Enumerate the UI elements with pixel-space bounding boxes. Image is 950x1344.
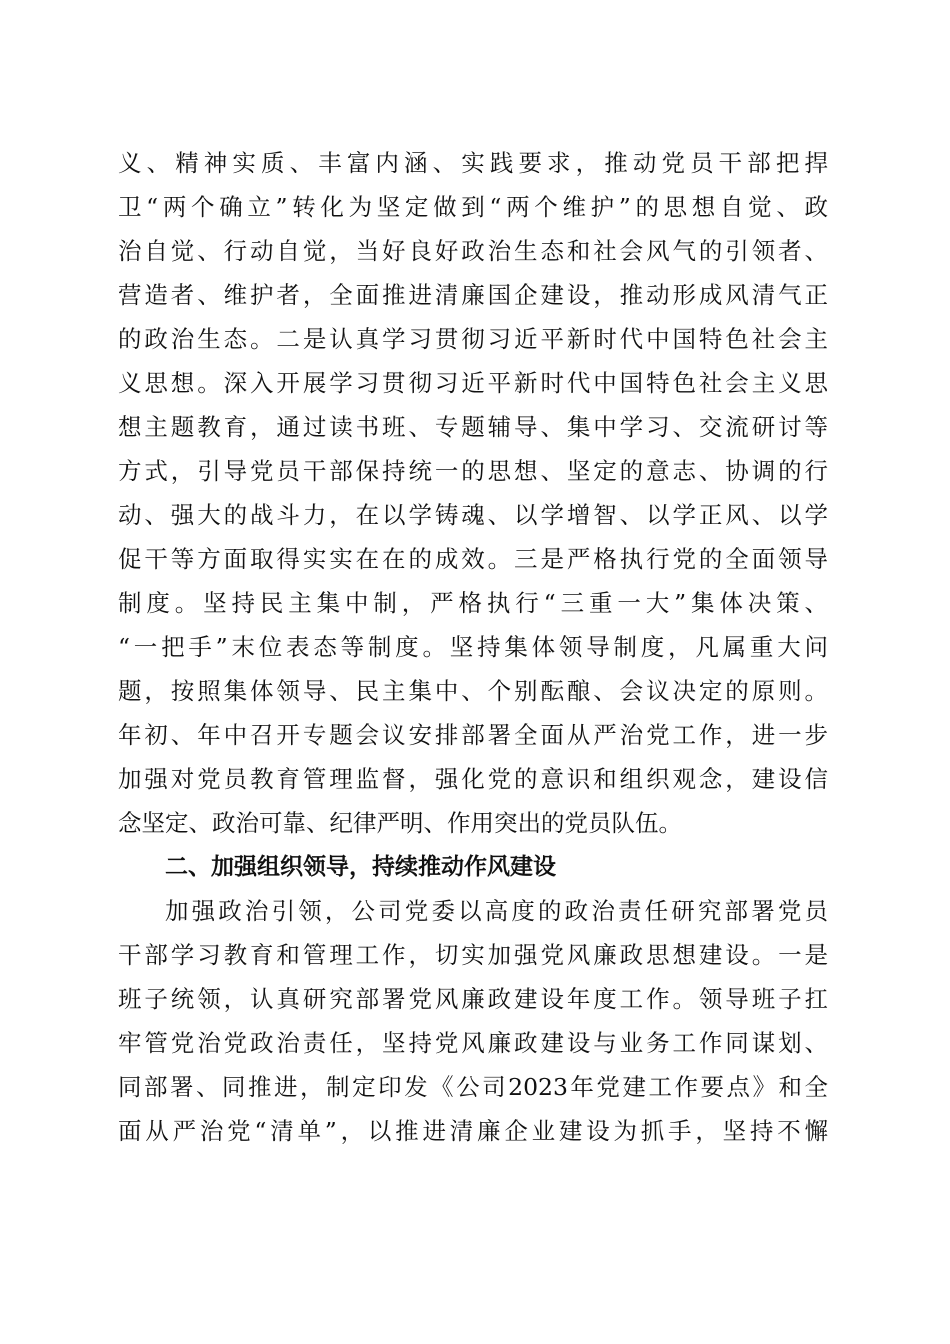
paragraph-line: 义思想。深入开展学习贯彻习近平新时代中国特色社会主义思: [118, 369, 828, 397]
paragraph-line: 营造者、维护者，全面推进清廉国企建设，推动形成风清气正: [118, 281, 828, 309]
paragraph-line: 的政治生态。二是认真学习贯彻习近平新时代中国特色社会主: [118, 325, 828, 353]
paragraph-line: 卫“两个确立”转化为坚定做到“两个维护”的思想自觉、政: [118, 193, 828, 221]
paragraph-line: 制度。坚持民主集中制，严格执行“三重一大”集体决策、: [118, 589, 828, 617]
paragraph-line: 方式，引导党员干部保持统一的思想、坚定的意志、协调的行: [118, 457, 828, 485]
paragraph-line: 年初、年中召开专题会议安排部署全面从严治党工作，进一步: [118, 721, 828, 749]
paragraph-line: 题，按照集体领导、民主集中、个别酝酿、会议决定的原则。: [118, 677, 828, 705]
paragraph-1: [118, 141, 828, 845]
paragraph-line: 动、强大的战斗力，在以学铸魂、以学增智、以学正风、以学: [118, 501, 828, 529]
paragraph-line: 想主题教育，通过读书班、专题辅导、集中学习、交流研讨等: [118, 413, 828, 441]
paragraph-line: 面从严治党“清单”，以推进清廉企业建设为抓手，坚持不懈: [118, 1117, 828, 1145]
paragraph-line: 义、精神实质、丰富内涵、实践要求，推动党员干部把捍: [118, 149, 828, 177]
paragraph-line: 牢管党治党政治责任，坚持党风廉政建设与业务工作同谋划、: [118, 1029, 828, 1057]
paragraph-line: 干部学习教育和管理工作，切实加强党风廉政思想建设。一是: [118, 941, 828, 969]
paragraph-line: 念坚定、政治可靠、纪律严明、作用突出的党员队伍。: [118, 809, 682, 837]
paragraph-line: “一把手”末位表态等制度。坚持集体领导制度，凡属重大问: [118, 633, 828, 661]
paragraph-line: 加强对党员教育管理监督，强化党的意识和组织观念，建设信: [118, 765, 828, 793]
paragraph-line: 治自觉、行动自觉，当好良好政治生态和社会风气的引领者、: [118, 237, 828, 265]
paragraph-2: [118, 889, 828, 1153]
paragraph-line: 班子统领，认真研究部署党风廉政建设年度工作。领导班子扛: [118, 985, 828, 1013]
paragraph-line: 加强政治引领，公司党委以高度的政治责任研究部署党员: [165, 897, 828, 925]
paragraph-line: 促干等方面取得实实在在的成效。三是严格执行党的全面领导: [118, 545, 828, 573]
document-body: [118, 141, 828, 1153]
section-heading: 二、加强组织领导，持续推动作风建设: [165, 854, 556, 880]
paragraph-line: 同部署、同推进，制定印发《公司2023年党建工作要点》和全: [118, 1073, 828, 1101]
